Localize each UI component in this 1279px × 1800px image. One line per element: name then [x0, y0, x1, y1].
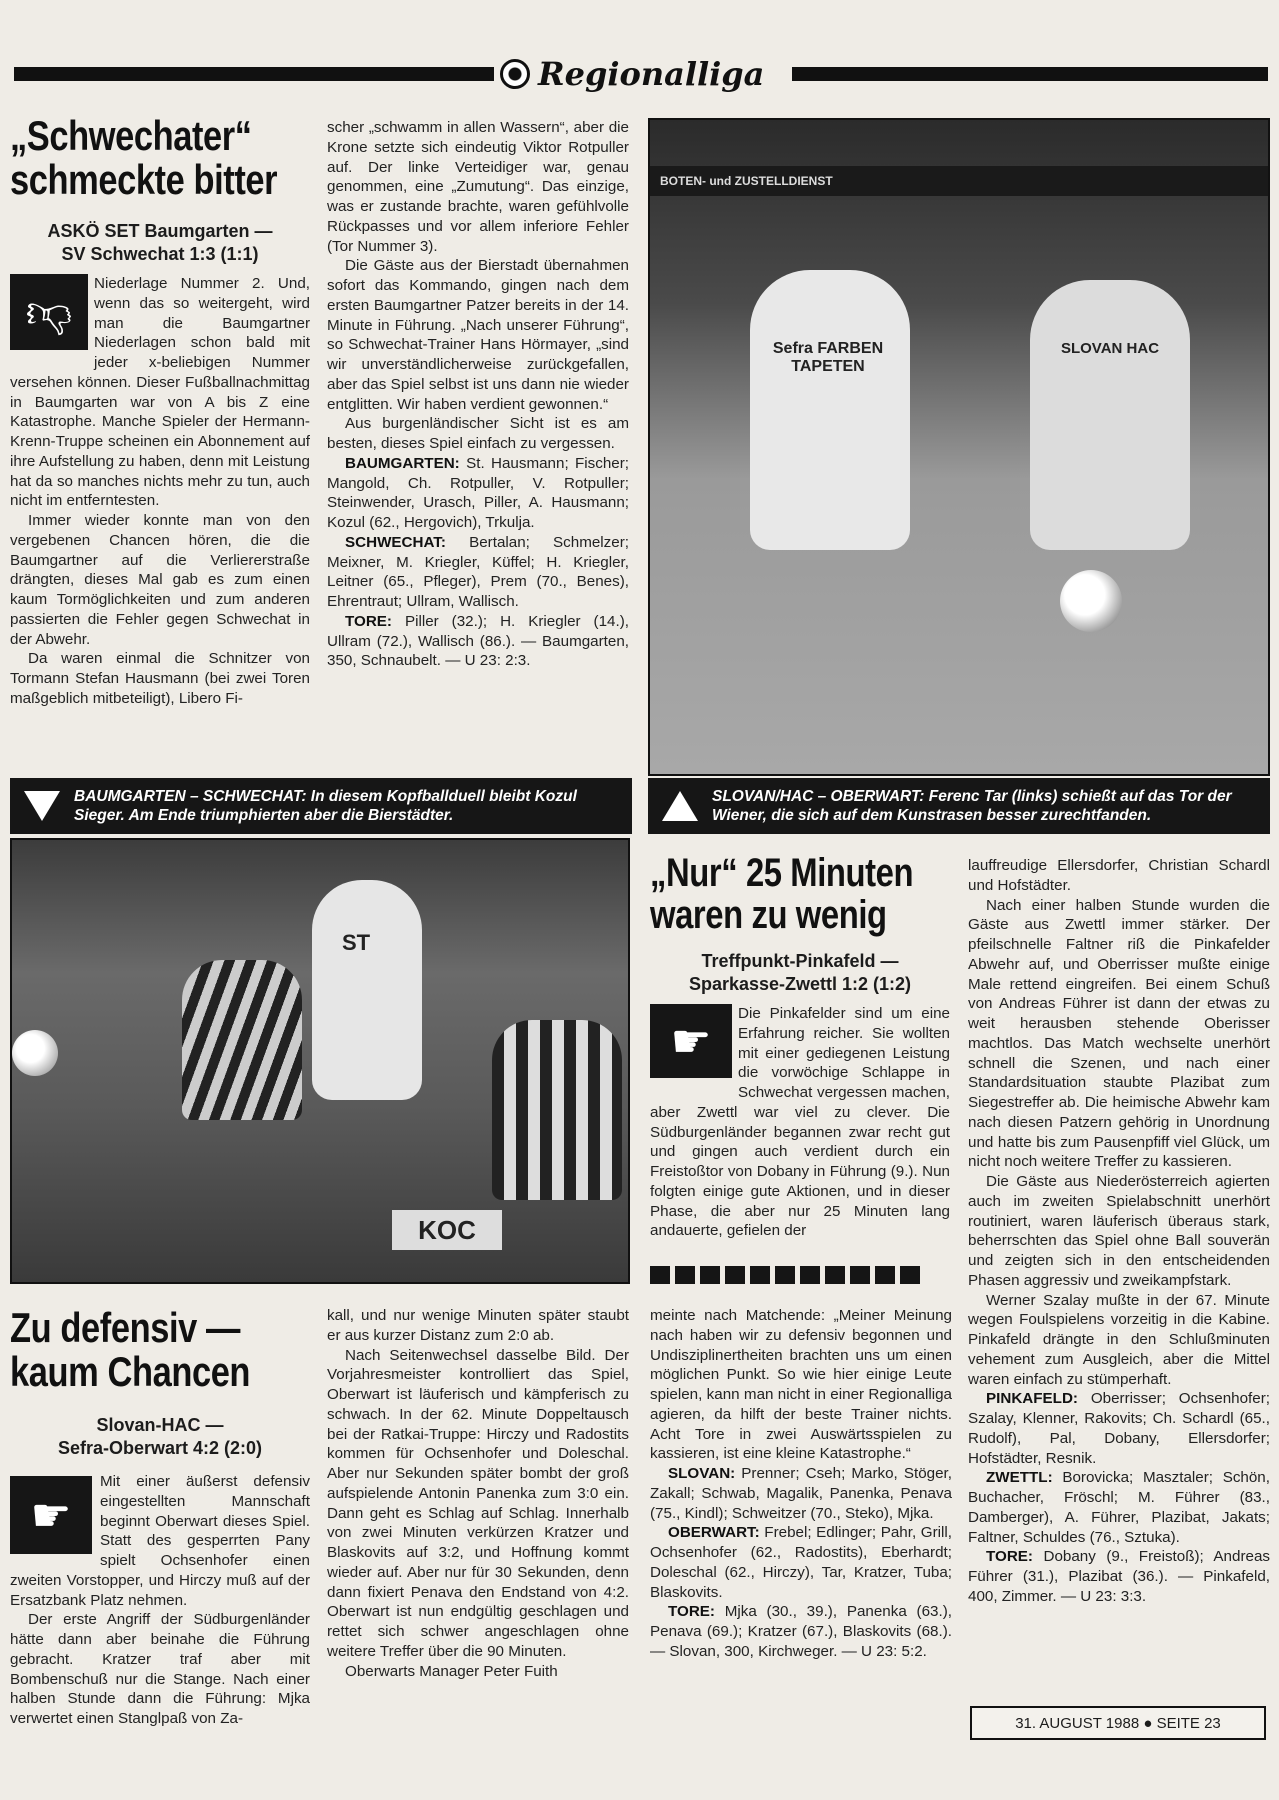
section-title: Regionalliga	[538, 55, 765, 93]
article1-headline-line2: schmeckte bitter	[10, 156, 278, 204]
article2-match-line1: Treffpunkt-Pinkafeld —	[701, 951, 899, 971]
arrow-up-icon	[662, 791, 698, 821]
article1-col2-p2: Die Gäste aus der Bierstadt übernahmen sofort das Kommando, gingen nach dem ersten Baumgartner Patzer bereits in der 14. Minute in Führung. „Nach unserer Führung“, so Schwechat-Trainer Hans Hörmayer, „sind wir unverständlicherweise zurückgefallen, aber das Spiel selbst ist uns dann nie wieder entglitten. Wir haben verdient gewonnen.“	[327, 257, 629, 413]
caption-left-text: BAUMGARTEN – SCHWECHAT: In diesem Kopfballduell bleibt Kozul Sieger. Am Ende triumphierten aber die Bierstädter.	[74, 787, 577, 824]
football-icon	[500, 59, 530, 89]
article2-headline	[650, 852, 913, 936]
article3-headline	[10, 1306, 250, 1394]
article3-match	[10, 1414, 310, 1461]
article2-match-line2: Sparkasse-Zwettl 1:2 (1:2)	[688, 974, 912, 995]
separator-dots	[650, 1266, 920, 1284]
football-in-photo	[1060, 570, 1122, 632]
article3-col2-p1: kall, und nur wenige Minuten später staubt er aus kurzer Distanz zum 2:0 ab.	[327, 1307, 629, 1344]
article1-col1-p1: Niederlage Nummer 2. Und, wenn das so weitergeht, wird man die Baumgartner Niederlagen schon bald mit jeder x-beliebigen Nummer versehen können. Dieser Fußballnachmittag in Baumgarten war von A bis Z eine Katastrophe. Manche Spieler der Hermann-Krenn-Truppe scheinen ein Abonnement auf ihre Aufstellung zu haben, denn mit Leistung hat da so manches nichts mehr zu tun, auch nicht im entferntesten.	[10, 275, 310, 510]
lineup-text: Bertalan; Schmelzer; Meixner, M. Kriegler, Küffel; H. Kriegler, Leitner (65., Pfleger), Prem (70., Benes), Ehrentraut; Ullram, Wallisch.	[327, 533, 629, 610]
article2-col2-p1: lauffreudige Ellersdorfer, Christian Schardl und Hofstädter.	[968, 857, 1270, 894]
article1-lineup-3	[327, 612, 629, 671]
article1-col2	[327, 118, 629, 671]
article3-col3	[650, 1306, 952, 1662]
section-header	[500, 52, 790, 96]
article2-headline-line2: waren zu wenig	[650, 893, 887, 937]
article2-col1-p1: Die Pinkafelder sind um eine Erfahrung reicher. Sie wollten mit einer gediegenen Leistung die vorwöchige Schlappe in Schwechat vergessen machen, aber Zwettl war viel zu clever. Die Südburgenländer begannen zwar recht gut und gingen auch verdient durch ein Freistoßtor von Dobany in Führung (9.). Nun folgten einige gute Aktionen, und in dieser Phase, die aber nur 25 Minuten lang andauerte, gefielen der	[650, 1005, 950, 1240]
lineup-text: St. Hausmann; Fischer; Mangold, Ch. Rotpuller, V. Rotpuller; Steinwender, Urasch, Piller, A. Hausmann; Kozul (62., Hergovich), Trkulja.	[327, 454, 629, 531]
lineup-team: TORE:	[986, 1548, 1033, 1566]
article2-lineup-3	[968, 1547, 1270, 1606]
player-right-jersey-text: SLOVAN HAC	[1060, 340, 1160, 357]
article1-match	[10, 220, 310, 267]
article2-lineup-1	[968, 1389, 1270, 1468]
article3-col1-p2: Der erste Angriff der Südburgenländer hätte dann aber beinahe die Führung gebracht. Kratzer traf aber mit Bombenschuß nur die Stange. Nach einer halben Stunde dann die Führung: Mjka verwertet einen Stanglpaß von Za-	[10, 1611, 310, 1727]
article1-col2-p3: Aus burgenländischer Sicht ist es am besten, dieses Spiel einfach zu vergessen.	[327, 415, 629, 452]
article1-col1-p3: Da waren einmal die Schnitzer von Tormann Stefan Hausmann (bei zwei Toren maßgeblich mitbeteiligt), Libero Fi-	[10, 650, 310, 707]
lineup-text: Dobany (9., Freistoß); Andreas Führer (31.), Plazibat (36.). — Pinkafeld, 400, Zimmer. — U 23: 3:3.	[968, 1548, 1270, 1605]
lineup-text: Oberrisser; Ochsenhofer; Szalay, Klenner, Rakovits; Ch. Schardl (65., Rudolf), Pal, Dobany, Ellersdorfer; Hofstädter, Resnik.	[968, 1390, 1270, 1467]
article3-match-line2: Sefra-Oberwart 4:2 (2:0)	[57, 1438, 263, 1459]
article2-lineup-2	[968, 1468, 1270, 1547]
article2-col2-p4: Werner Szalay mußte in der 67. Minute wegen Foulspielens vorzeitig in die Kabine. Pinkafeld drängte in den Schlußminuten vehement zum Ausgleich, aber die Mittel waren einfach zu stümperhaft.	[968, 1291, 1270, 1388]
article3-col1-p1: Mit einer äußerst defensiv eingestellten Mannschaft beginnt Oberwart dieses Spiel. Statt des gesperrten Pany spielt Ochsenhofer einen zweiten Vorstopper, und Hirczy muß auf der Ersatzbank Platz nehmen.	[10, 1473, 310, 1609]
player-left-jersey-text: Sefra FARBEN TAPETEN	[772, 340, 884, 375]
article1-match-line1: ASKÖ SET Baumgarten —	[47, 221, 273, 241]
lineup-text: Mjka (30., 39.), Panenka (63.), Penava (69.); Kratzer (67.), Blaskovits (68.). — Slovan, 300, Kirchweger. — U 23: 5:2.	[650, 1603, 952, 1660]
article3-lineup-2	[650, 1523, 952, 1602]
article2-headline-line1: „Nur“ 25 Minuten	[650, 851, 914, 895]
article3-headline-line2: kaum Chancen	[10, 1348, 251, 1396]
article3-lineup-3	[650, 1602, 952, 1661]
article1-match-line2: SV Schwechat 1:3 (1:1)	[61, 244, 259, 265]
lineup-team: SLOVAN:	[668, 1465, 736, 1482]
article3-headline-line1: Zu defensiv —	[10, 1304, 241, 1351]
article3-col1	[10, 1472, 310, 1729]
player-left-figure	[750, 270, 910, 550]
lineup-team: SCHWECHAT:	[345, 533, 446, 551]
article3-col2-p3: Oberwarts Manager Peter Fuith	[345, 1662, 558, 1680]
caption-right-text: SLOVAN/HAC – OBERWART: Ferenc Tar (links) schießt auf das Tor der Wiener, die sich auf dem Kunstrasen besser zurechtfanden.	[712, 787, 1232, 824]
article2-col2-p3: Die Gäste aus Niederösterreich agierten auch im zweiten Spielabschnitt unerhört routiniert, waren läuferisch überaus stark, beherrschten das Spiel ohne Ball souverän und zeigten sich in den entscheidenden Phasen aggressiv und zweikampfstark.	[968, 1173, 1270, 1289]
lineup-text: Piller (32.); H. Kriegler (14.), Ullram (72.), Wallisch (86.). — Baumgarten, 350, Schnaubelt. — U 23: 2:3.	[327, 612, 629, 670]
article2-match	[650, 950, 950, 997]
stadium-banner: BOTEN- und ZUSTELLDIENST	[650, 166, 1270, 196]
article1-lineup-2	[327, 533, 629, 612]
lineup-text: Prenner; Cseh; Marko, Stöger, Zakall; Schwab, Magalik, Panenka, Penava (75., Kindl); Schweitzer (70., Steko), Mjka.	[650, 1465, 952, 1522]
ad-board: KOC	[392, 1210, 502, 1250]
ball-in-photo	[12, 1030, 58, 1076]
thumbs-down-icon: 👎︎	[10, 274, 88, 350]
header-rule-right	[792, 67, 1268, 81]
player-right-figure	[1030, 280, 1190, 550]
photo-baumgarten-schwechat	[10, 838, 630, 1284]
article3-col2-p2: Nach Seitenwechsel dasselbe Bild. Der Vorjahresmeister kontrolliert das Spiel, Oberwart ist läuferisch und kämpferisch zu schwach. In der 62. Minute Doppeltausch bei der Ratkai-Truppe: Hirczy und Radostits kommen für Ochsenhofer und Doleschal. Aber nur Sekunden später bombt der groß aufspielende Antonin Panenka zum 3:0 ein. Dann geht es Schlag auf Schlag. Innerhalb von zwei Minuten verkürzen Kratzer und Blaskovits auf 3:2, und Hoffnung kommt wieder auf. Aber nur für 30 Sekunden, denn dann fixiert Penava den Endstand von 4:2. Oberwart ist nun endgültig geschlagen und rettet sich schwer angeschlagen ohne weitere Treffer über die 90 Minuten.	[327, 1346, 629, 1660]
article1-lineup-1	[327, 454, 629, 533]
lineup-team: PINKAFELD:	[986, 1390, 1078, 1408]
lineup-team: ZWETTL:	[986, 1469, 1053, 1487]
article1-headline	[10, 114, 277, 202]
footer-date-page: 31. AUGUST 1988 ● SEITE 23	[970, 1706, 1266, 1740]
lineup-team: OBERWART:	[668, 1524, 760, 1542]
article2-col2-p2: Nach einer halben Stunde wurden die Gäste aus Zwettl immer stärker. Der pfeilschnelle Faltner riß die Pinkafelder Abwehr auf, und Oberrisser mußte einige Male rettend eingreifen. Bei einem Schuß von Andreas Führer ist dann der etwas zu weit herausben stehende Oberisser machtlos. Das Match wechselte unerhört schnell die Szenen, und nach einer Standardsituation staubte Plazibat zum Siegestreffer ab. Die heimische Abwehr kam nach diesen Patzern gehörig in Unordnung und hatte bis zum Pausenpfiff viel Glück, um nicht noch weitere Treffer zu kassieren.	[968, 896, 1270, 1171]
lineup-team: TORE:	[345, 612, 392, 630]
thumbs-side-icon: ☛	[650, 1004, 732, 1078]
player-header-jersey-text: ST	[342, 930, 371, 955]
article3-lineup-1	[650, 1464, 952, 1523]
article1-col1	[10, 274, 310, 709]
lineup-team: TORE:	[668, 1603, 715, 1621]
article3-match-line1: Slovan-HAC —	[96, 1415, 224, 1435]
article1-col1-p2: Immer wieder konnte man von den vergebenen Chancen hören, die die Baumgartner auf die Verliererstraße drängten, dieses Mal gab es zum einen kaum Tormöglichkeiten und zum anderen passierten die Fehler gegen Schwechat in der Abwehr.	[10, 512, 310, 648]
article3-col2	[327, 1306, 629, 1681]
header-rule-left	[14, 67, 494, 81]
striped-player2-figure	[492, 1020, 622, 1200]
caption-left	[10, 778, 632, 834]
player-header-figure	[312, 880, 422, 1100]
article1-col2-p1: scher „schwamm in allen Wassern“, aber die Krone setzte sich eindeutig Viktor Rotpuller auf. Der linke Verteidiger war, genau genommen, eine „Zumutung“. Das einzige, was er zustande brachte, waren gefühlvolle Rückpasses und vor allem inferiore Fehler (Tor Nummer 3).	[327, 119, 629, 255]
lineup-team: BAUMGARTEN:	[345, 454, 460, 472]
photo-slovan-oberwart	[648, 118, 1270, 776]
striped-player-figure	[182, 960, 302, 1120]
article3-col3-p1: meinte nach Matchende: „Meiner Meinung nach haben wir zu defensiv begonnen und Undisziplinertheiten brachten uns um einen möglichen Punkt. So wie hier einige Leute spielen, kann man nicht in einer Regionalliga agieren, da hilft der beste Trainer nichts. Acht Tore in zwei Auswärtsspielen zu kassieren, ist eine kleine Katastrophe.“	[650, 1307, 952, 1463]
caption-right	[648, 778, 1270, 834]
article1-headline-line1: „Schwechater“	[10, 112, 252, 159]
hand-pointing-icon: ☛	[10, 1476, 92, 1554]
article2-col1	[650, 1004, 950, 1241]
arrow-down-icon	[24, 791, 60, 821]
lineup-text: Borovicka; Masztaler; Schön, Buchacher, Fröschl; M. Führer (83., Damberger), A. Führer, Plazibat, Jakats; Faltner, Schuldes (76., Sztuka).	[968, 1469, 1270, 1546]
lineup-text: Frebel; Edlinger; Pahr, Grill, Ochsenhofer (62., Radostits), Eberhardt; Doleschal (62., Hirczy), Tar, Kratzer, Tuba; Blaskovits.	[650, 1524, 952, 1601]
article2-col2	[968, 856, 1270, 1607]
